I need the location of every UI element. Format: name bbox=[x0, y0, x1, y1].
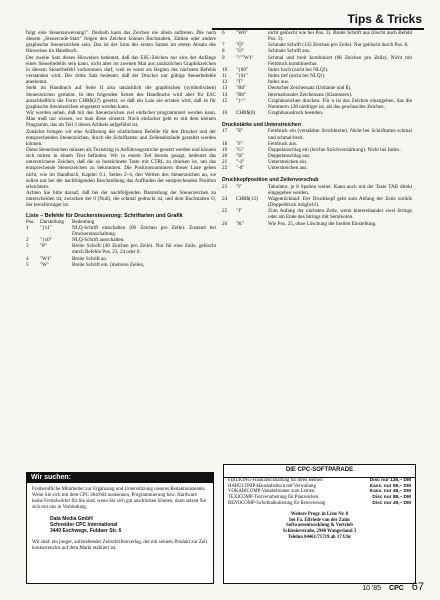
job-ad-box bbox=[26, 472, 214, 584]
col-desc: Bedeutung bbox=[72, 218, 95, 225]
desc: Doppelanschlag ein (leichte Strichverstärkung). Nicht bei Index. bbox=[268, 146, 401, 153]
right-column bbox=[222, 30, 412, 227]
desc: Unterstreichen ein. bbox=[268, 159, 308, 166]
contact-line: Schlesierstraße, 2948 Wangerland 3 bbox=[282, 529, 357, 535]
list-item bbox=[222, 165, 412, 171]
software-ad-box bbox=[223, 464, 416, 584]
ad-text: Wir sind: ein junger, aufstrebender Zeitschriftenverlag, der mit seinem Produkt zur Zeit konkurrenzlos auf dem Markt etabliert ist. bbox=[32, 540, 207, 551]
chars: "}x0" bbox=[40, 237, 52, 244]
offer-list bbox=[224, 478, 415, 507]
ad-title: Wir suchen: bbox=[27, 473, 213, 483]
offer-text: HABUCOMP-Haushaltsbuch mit Verwaltung bbox=[228, 483, 316, 489]
chars: "}S1" bbox=[236, 73, 249, 80]
desc: Graphikzeichen drucken. Für n ist das Zeichen einzugeben, das die Nummern 128 niedriger ist, als das gewünschte Zeichen. bbox=[268, 97, 412, 110]
offer-text: VOKABICOMP-Vokabeltrainer zum Lernen bbox=[228, 489, 315, 495]
brand: CPC bbox=[389, 585, 404, 592]
list-item bbox=[222, 110, 412, 116]
chars: CHR$(0) bbox=[236, 110, 256, 117]
paragraph: Diese Steuerzeichen müssen als Textstring in Anführungsstriche gesetzt werden und können sich mitten in einem Text befinden. Wir in einem Teil bereits gesagt, bedeutet das unterstrichene Zeichen, daß die so bezeichnete Taste mit CTRL zu drücken ist, um das entsprechende Steuerzeichen zu bekommen. Die Positionsnummern dieser Liste gehen nicht, wie im Handbuch, Kapitel 9.1, Seiten 2–4, den Werten des Steuerzeichen an, sie sollen nur bei der nachfolgenden Beschreibung das Auffinden der entsprechenden Position erleichtern. bbox=[26, 146, 216, 190]
chars: "I" bbox=[236, 183, 242, 190]
desc: nicht gelöscht wie bei Pos. 3). Breite Schrift aus (löscht auch Befehl Pos. 3). bbox=[268, 30, 412, 43]
chars: "G" bbox=[236, 146, 244, 153]
pos: 12 bbox=[222, 79, 228, 86]
command-list bbox=[222, 184, 412, 227]
paragraph: Der zweite Satz dieses Hinweises bedeutet, daß das ESC-Zeichen nur eins der Anfänge eines Steuerbefehls sein kann, nicht aber im zweiten Mal aus zusätzlichen Graphikzeichen in diesem Steuerbefehl vorkommen darf, weil es sonst als Beginn des nächsten Befehls verstanden wird. Der dritte Satz bedeutet, daß der Drucker nur gültige Steuerbefehle anerkennt. bbox=[26, 54, 216, 86]
pos: 7 bbox=[222, 42, 225, 49]
pos: 18 bbox=[222, 140, 228, 147]
pos: 14 bbox=[222, 91, 228, 98]
pos: 21 bbox=[222, 159, 228, 166]
pos: 15 bbox=[222, 97, 228, 104]
list-item bbox=[222, 128, 412, 140]
paragraph: Achten Sie bitte darauf, daß bei der nachfolgenden Darstellung der Steuerzeichen zu unterscheiden ist, zwischen der 0 (Null), die schmal gedruckt ist, und dem Buchstaben O, der kreisförmiger ist. bbox=[26, 190, 216, 209]
ad-contact bbox=[224, 512, 415, 541]
offer-price: Disc nur 136,– DM bbox=[369, 477, 411, 483]
offer-price: Kass. nur 58,– DM bbox=[369, 483, 411, 489]
desc: Internationaler Zeichensatz (Klammern). bbox=[268, 91, 353, 98]
pos: 24 bbox=[222, 195, 228, 202]
contact-line: bei Fa. Elfriede van der Zalm bbox=[289, 517, 350, 523]
paragraph: Zunächst bringen wir eine Auflistung der nützlichsten Befehle für den Drucker und der entsprechenden Steuerzeichen, durch die Schriftarten und Zeilenabstände gestaltet werden können. bbox=[26, 128, 216, 147]
contact-line: Softwareentwicklung & Vertrieb bbox=[286, 523, 353, 529]
desc: Wie Pos. 25, ohne Löschung der breiten Einstellung. bbox=[268, 220, 377, 227]
ad-text: Freiberufliche Mitarbeiter zur Ergänzung und Unterstützung unseres Redaktionsteams. Wenn Sie sich mit dem CPC 464/664 auskennen, Programmierung bzw. Hardware keine Fremdwörter für Sie sind, wenn Sie sich gut ausdrücken können, dann setzen Sie sich mit uns in Verbindung. bbox=[32, 487, 206, 510]
chars: "!""W1" bbox=[236, 54, 254, 61]
chars: "}=" bbox=[236, 97, 246, 104]
command-list bbox=[222, 128, 412, 171]
offer-price: Kass. nur 48,– DM bbox=[369, 489, 411, 495]
command-list bbox=[222, 30, 412, 116]
chars: "W0" bbox=[236, 30, 248, 36]
chars: "R0" bbox=[236, 91, 247, 98]
page-number: 67 bbox=[411, 581, 424, 593]
chars: "}x1" bbox=[40, 224, 52, 231]
ad-address bbox=[50, 516, 208, 534]
chars: "E" bbox=[236, 128, 244, 135]
chars: "R0" bbox=[236, 85, 247, 92]
chars: "W1" bbox=[40, 255, 52, 262]
list-item bbox=[222, 184, 412, 196]
list-item bbox=[222, 196, 412, 208]
left-column bbox=[26, 30, 216, 268]
contact-line: Telefon 04461/71719 ab 17 Uhr bbox=[287, 534, 352, 540]
pos: 3 bbox=[26, 243, 29, 250]
desc: Index hoch (nicht bei NLQ!). bbox=[268, 66, 329, 73]
offer-price: Disc nur 88,– DM bbox=[372, 495, 411, 501]
chars: "W" bbox=[40, 261, 50, 268]
desc: NLQ-Schrift einschalten (80 Zeichen pro Zeile). Zustand bei Druckereinschaltung. bbox=[72, 224, 216, 237]
pos: 25 bbox=[222, 208, 228, 215]
desc: Tabulator, je 8 Spalten weiter. Kann auch mit der Taste TAB direkt eingegeben werden. bbox=[268, 183, 412, 196]
pos: 6 bbox=[222, 30, 225, 36]
desc: Schmale Schrift (132 Zeichen pro Zeile). Nur gelöscht durch Pos. 8. bbox=[268, 42, 409, 49]
pos: 22 bbox=[222, 165, 228, 172]
pos: 19 bbox=[222, 146, 228, 153]
pos: 4 bbox=[26, 255, 29, 262]
desc: Schmale Schrift aus. bbox=[268, 48, 311, 55]
offer-text: TEXICOMP-Textverarbeitung für Planzeichen bbox=[228, 495, 318, 501]
chars: "Ö" bbox=[236, 48, 244, 55]
paragraph: Wir werden sehen, daß mit den Steuerzeichen viel einfacher programmiert werden kann. Man muß nur wissen, wo man diese einsetzt. Noch einfacher geht es mit dem kleinen Programm, das im Teil 3 dieses Artikels aufgeführt ist. bbox=[26, 110, 216, 129]
command-list bbox=[26, 225, 216, 268]
pos: 5 bbox=[26, 261, 29, 268]
contact-line: Weitere Progr. in Liste Nr. 8 bbox=[290, 511, 349, 517]
desc: Schmal und breit kombiniert (66 Zeichen pro Zeile). Nicht mit Fettdruck kombinierbar. bbox=[268, 54, 412, 67]
list-item bbox=[222, 55, 412, 67]
pos: 20 bbox=[222, 152, 228, 159]
offer-text: RENOCOMP-Sofortkalkulierung für Renovierung bbox=[228, 500, 326, 506]
list-item bbox=[26, 225, 216, 237]
list-item bbox=[222, 98, 412, 110]
pos: 1 bbox=[26, 224, 29, 231]
list-item bbox=[26, 243, 216, 255]
list-item bbox=[222, 208, 412, 220]
chars: "T" bbox=[236, 79, 244, 86]
list-item bbox=[222, 221, 412, 227]
pos: 9 bbox=[222, 54, 225, 61]
address-line: 3440 Eschwege, Fuldaer Str. 6 bbox=[50, 528, 122, 534]
chars: "F" bbox=[236, 140, 244, 147]
offer-price: Disc nur 49,– DM bbox=[372, 500, 411, 506]
pos: 17 bbox=[222, 128, 228, 135]
issue: 10 '85 bbox=[362, 585, 382, 592]
desc: Zum Anfang der nächsten Zeile, wenn hintereinander zwei Strings oder am Ende des Strings mit Semikolon. bbox=[268, 208, 412, 221]
pos: 23 bbox=[222, 183, 228, 190]
desc: Wagenrücklauf. Der Druckkopf geht zum Anfang der Zeile zurück (Doppeldruck möglich!). bbox=[268, 195, 412, 209]
chars: "Ö" bbox=[236, 42, 244, 49]
section-title: Tips & Tricks bbox=[347, 12, 422, 26]
pos: 10 bbox=[222, 66, 228, 73]
pos: 26 bbox=[222, 220, 228, 227]
chars: "-0" bbox=[236, 165, 245, 172]
address-line: Schneider CPC International bbox=[50, 522, 118, 528]
address-line: Data Media GmbH bbox=[50, 516, 93, 522]
list-title: Liste – Befehle für Druckersteuerung: Schriftarten und Grafik bbox=[26, 212, 183, 219]
pos: 8 bbox=[222, 48, 225, 55]
desc: Deutscher Zeichensatz (Umlaute und ß). bbox=[268, 85, 352, 92]
chars: "}S0" bbox=[236, 66, 249, 73]
chars: "P" bbox=[40, 243, 48, 250]
desc: Fettdruck ein (verstärkte Strichbreite). Nicht bei Schriftarten schmal und schmal-breit. bbox=[268, 128, 412, 141]
pos: 2 bbox=[26, 237, 29, 244]
desc: Index tief (nicht bei NLQ!). bbox=[268, 73, 326, 80]
page-footer bbox=[362, 581, 424, 593]
desc: Breite Schrift (40 Zeichen pro Zeile). Nur für eine Zeile, gelöscht durch Befehle Pos. 23, 24 oder 6. bbox=[72, 243, 216, 256]
section-heading: Druckkopfposition und Zeilenvorschub bbox=[222, 177, 319, 184]
section-heading: Druckstärke und Unterstreichen bbox=[222, 122, 301, 129]
desc: Unterstreichen aus. bbox=[268, 165, 308, 172]
chars: CHR$(13) bbox=[236, 195, 258, 202]
col-chars: Darstellung bbox=[40, 218, 64, 225]
list-item bbox=[222, 30, 412, 42]
desc: Breite Schrift ein. (mehrere Zeilen, bbox=[72, 261, 145, 268]
offer bbox=[224, 501, 415, 507]
chars: "H" bbox=[236, 152, 244, 159]
desc: Breite Schrift an. bbox=[72, 255, 108, 262]
pos: 11 bbox=[222, 73, 227, 80]
offer-text: FIBUKING-Finanzbuchhaltung für Ihren Betrieb bbox=[228, 477, 323, 483]
pos: 13 bbox=[222, 85, 228, 92]
chars: "K" bbox=[236, 220, 244, 227]
desc: Index aus. bbox=[268, 79, 290, 86]
paragraph: Steht im Handbuch auf Seite II also tatsächlich die graphischen (symbolischen) Steuerzeichen gemeint. In den folgenden Seiten des Handbuchs wird aber für ESC ausschließlich die Form CHR$(27) gesetzt, so daß ein Laie nie erraten wird, daß es für graphische Steuerzeichen eingesetzt werden kann. bbox=[26, 85, 216, 110]
desc: Graphikausdruck beenden. bbox=[268, 110, 324, 117]
paragraph: folgt eine Steueranweisung!". Deshalb kann das Zeichen nie allein auftreten. Die nach diesem „Steuercode-Start" folgen den Zeichen können Buchstaben, Zahlen oder andere graphische Steuerzeichen sein. Das ist der Sinn des ersten Satzes im ersten Absatz des Hinweises im Handbuch. bbox=[26, 30, 216, 55]
chars: "-1" bbox=[236, 159, 245, 166]
chars: "J" bbox=[236, 208, 243, 215]
pos: 16 bbox=[222, 110, 228, 117]
desc: Doppelanschlag aus. bbox=[268, 152, 311, 159]
list-item bbox=[26, 262, 216, 268]
desc: NLQ-Schrift ausschalten. bbox=[72, 237, 125, 244]
ad-title: DIE CPC-SOFTPARADE bbox=[224, 465, 415, 478]
col-pos: Pos. bbox=[26, 218, 35, 225]
desc: Fettdruck aus. bbox=[268, 140, 298, 147]
